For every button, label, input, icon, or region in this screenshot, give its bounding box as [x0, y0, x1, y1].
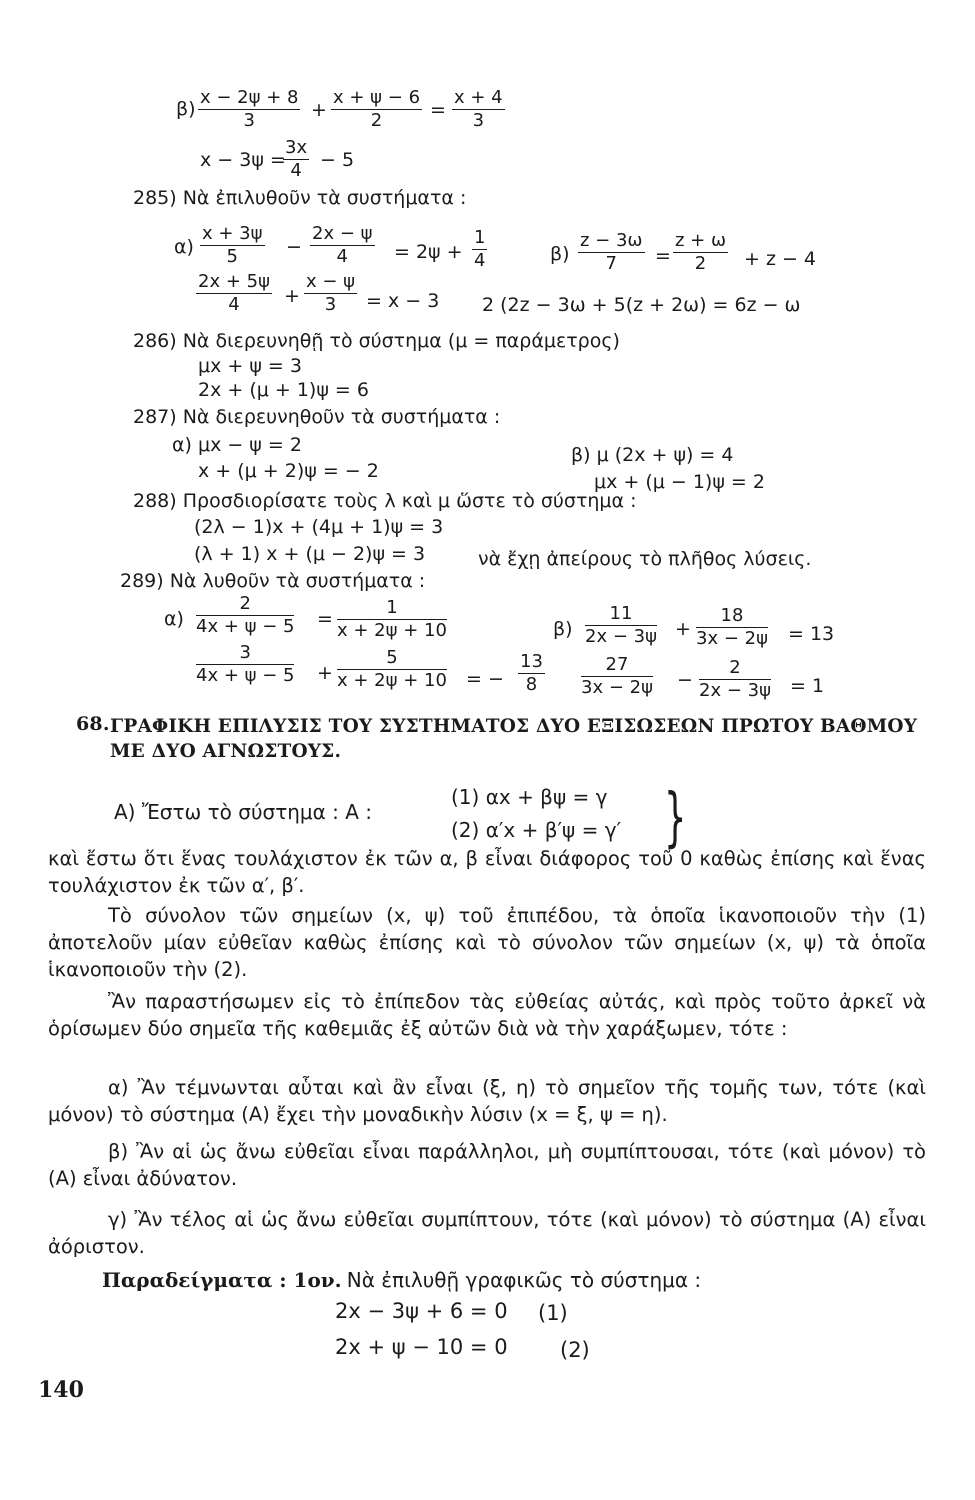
numerator: 3x	[285, 137, 308, 158]
examples-label: Παραδείγματα : 1ον.	[102, 1268, 342, 1292]
numerator: z + ω	[675, 230, 727, 251]
numerator: 5	[337, 648, 447, 670]
numerator: 1	[474, 227, 486, 248]
numerator: z − 3ω	[580, 230, 643, 251]
section-number: 68.	[76, 713, 110, 735]
exercise-title: 289) Νὰ λυθοῦν τὰ συστήματα :	[120, 570, 426, 592]
fraction	[198, 88, 300, 131]
examples-line	[102, 1268, 701, 1292]
system-intro: Α) Ἔστω τὸ σύστημα : Α :	[114, 800, 373, 824]
operator: −	[677, 669, 693, 691]
exercise-title: 285) Νὰ ἐπιλυθοῦν τὰ συστήματα :	[133, 187, 467, 209]
denominator: x + 2ψ + 10	[337, 670, 447, 691]
denominator: 7	[605, 253, 617, 274]
equation-text: α) μx − ψ = 2	[172, 434, 302, 456]
examples-text: Νὰ ἐπιλυθῇ γραφικῶς τὸ σύστημα :	[346, 1268, 702, 1292]
denominator: 2x − 3ψ	[585, 626, 657, 647]
equation-text: 2 (2z − 3ω + 5(z + 2ω) = 6z − ω	[482, 294, 801, 316]
numerator: x + ψ − 6	[333, 87, 421, 108]
equation-text: − 5	[320, 149, 355, 171]
numerator: 2	[196, 594, 294, 616]
fraction	[331, 88, 422, 131]
system-equation: (2) α′x + β′ψ = γ′	[451, 818, 622, 842]
operator: =	[430, 99, 446, 121]
label-beta: β)	[550, 243, 570, 265]
equation-text: = −	[466, 668, 504, 690]
equation-text: μx + (μ − 1)ψ = 2	[594, 471, 765, 493]
operator: +	[675, 618, 691, 640]
fraction	[581, 655, 653, 698]
denominator: 3x − 2ψ	[581, 677, 653, 698]
exercise-text: νὰ ἔχῃ ἀπείρους τὸ πλῆθος λύσεις.	[478, 548, 812, 570]
paragraph: καὶ ἔστω ὅτι ἕνας τουλάχιστον ἐκ τῶν α, β εἶναι διάφορος τοῦ 0 καθὼς ἐπίσης καὶ ἕνας τουλάχιστον ἐκ τῶν α′, β′.	[48, 847, 926, 897]
denominator: 5	[226, 246, 238, 267]
numerator: 13	[520, 651, 543, 672]
equation-text: + z − 4	[744, 248, 817, 270]
fraction	[196, 272, 272, 315]
numerator: 2x + 5ψ	[198, 271, 270, 292]
fraction	[304, 272, 357, 315]
denominator: 3	[243, 110, 255, 131]
exercise-title: 288) Προσδιορίσατε τοὺς λ καὶ μ ὥστε τὸ σύστημα :	[133, 490, 637, 512]
equation-text: μx + ψ = 3	[198, 355, 302, 377]
operator: +	[317, 662, 333, 684]
denominator: 4	[474, 250, 486, 271]
label-beta: β)	[176, 98, 196, 120]
numerator: x + 4	[454, 87, 503, 108]
equation-tag: (2)	[560, 1338, 590, 1362]
equation-text: = 13	[788, 623, 835, 645]
label-beta: β)	[553, 618, 573, 640]
system-equation: (1) αx + βψ = γ	[451, 785, 608, 809]
section-title: ΓΡΑΦΙΚΗ ΕΠΙΛΥΣΙΣ ΤΟΥ ΣΥΣΤΗΜΑΤΟΣ ΔΥΟ ΕΞΙΣΩΣΕΩΝ ΠΡΩΤΟΥ ΒΑΘΜΟΥ	[110, 716, 918, 737]
fraction	[310, 224, 375, 267]
paragraph: α) Ἂν τέμνωνται αὗται καὶ ἂν εἶναι (ξ, η) τὸ σημεῖον τῆς τομῆς των, τότε (καὶ μόνον) τὸ σύστημα (Α) ἔχει τὴν μοναδικὴν λύσιν (x = ξ, ψ = η).	[48, 1076, 926, 1126]
denominator: x + 2ψ + 10	[337, 620, 447, 641]
fraction	[518, 652, 545, 695]
fraction	[337, 598, 447, 641]
equation-text: β) μ (2x + ψ) = 4	[571, 444, 734, 466]
example-equation: 2x + ψ − 10 = 0	[335, 1335, 508, 1359]
equation-text: x + (μ + 2)ψ = − 2	[198, 460, 379, 482]
fraction	[337, 648, 447, 691]
operator: +	[284, 285, 300, 307]
operator: =	[317, 608, 333, 630]
fraction	[673, 231, 728, 274]
numerator: 3	[196, 643, 294, 665]
exercise-title: 286) Νὰ διερευνηθῇ τὸ σύστημα (μ = παράμετρος)	[133, 330, 620, 352]
fraction	[578, 231, 645, 274]
page-number: 140	[38, 1377, 84, 1403]
denominator: 2	[370, 110, 383, 131]
denominator: 4x + ψ − 5	[196, 665, 295, 686]
denominator: 3	[472, 110, 485, 131]
fraction	[696, 606, 768, 649]
denominator: 4x + ψ − 5	[196, 616, 295, 637]
fraction	[585, 604, 657, 647]
numerator: x − ψ	[306, 271, 356, 292]
fraction	[283, 138, 309, 181]
fraction	[200, 224, 265, 267]
fraction	[699, 658, 771, 701]
numerator: 1	[337, 598, 447, 620]
operator: −	[286, 236, 302, 258]
paragraph: Τὸ σύνολον τῶν σημείων (x, ψ) τοῦ ἐπιπέδου, τὰ ὁποῖα ἱκανοποιοῦν τὴν (1) ἀποτελοῦν μίαν εὐθεῖαν καθὼς ἐπίσης καὶ τὸ σύνολον τῶν σημείων (x, ψ) τὰ ὁποῖα ἱκανοποιοῦν τὴν (2).	[48, 904, 926, 981]
operator: +	[311, 99, 327, 121]
denominator: 2x − 3ψ	[699, 680, 771, 701]
denominator: 4	[290, 160, 302, 181]
numerator: 2	[699, 658, 771, 680]
denominator: 3	[324, 294, 337, 315]
numerator: 2x − ψ	[312, 223, 373, 244]
label-alpha: α)	[174, 236, 194, 258]
paragraph: γ) Ἂν τέλος αἱ ὡς ἄνω εὐθεῖαι συμπίπτουν, τότε (καὶ μόνον) τὸ σύστημα (Α) εἶναι ἀόριστον.	[48, 1208, 926, 1258]
numerator: 18	[696, 606, 768, 628]
numerator: 27	[581, 655, 653, 677]
numerator: x + 3ψ	[202, 223, 263, 244]
equation-text: (λ + 1) x + (μ − 2)ψ = 3	[194, 543, 426, 565]
equation-text: 2x + (μ + 1)ψ = 6	[198, 379, 369, 401]
denominator: 8	[525, 674, 538, 695]
label-alpha: α)	[164, 608, 184, 630]
equation-text: = 1	[790, 675, 825, 697]
equation-tag: (1)	[538, 1301, 568, 1325]
denominator: 3x − 2ψ	[696, 628, 768, 649]
fraction	[472, 228, 487, 271]
equation-text: (2λ − 1)x + (4μ + 1)ψ = 3	[194, 516, 444, 538]
paragraph: β) Ἂν αἱ ὡς ἄνω εὐθεῖαι εἶναι παράλληλοι, μὴ συμπίπτουσαι, τότε (καὶ μόνον) τὸ (Α) εἶναι ἀδύνατον.	[48, 1140, 926, 1190]
right-brace-icon: }	[664, 781, 687, 855]
fraction	[196, 594, 294, 637]
paragraph: Ἂν παραστήσωμεν εἰς τὸ ἐπίπεδον τὰς εὐθείας αὐτάς, καὶ πρὸς τοῦτο ἀρκεῖ νὰ ὁρίσωμεν δύο σημεῖα τῆς καθεμιᾶς ἐξ αὐτῶν διὰ νὰ τὴν χαράξωμεν, τότε :	[48, 990, 926, 1040]
equation-text: x − 3ψ =	[200, 149, 286, 171]
section-title: ΜΕ ΔΥΟ ΑΓΝΩΣΤΟΥΣ.	[110, 741, 342, 762]
denominator: 4	[228, 294, 240, 315]
denominator: 2	[694, 253, 707, 274]
exercise-title: 287) Νὰ διερευνηθοῦν τὰ συστήματα :	[133, 406, 501, 428]
numerator: x − 2ψ + 8	[200, 87, 299, 108]
operator: =	[655, 245, 671, 267]
example-equation: 2x − 3ψ + 6 = 0	[335, 1299, 508, 1323]
fraction	[452, 88, 505, 131]
denominator: 4	[336, 246, 348, 267]
equation-text: = 2ψ +	[394, 241, 463, 263]
numerator: 11	[585, 604, 657, 626]
fraction	[196, 643, 294, 686]
equation-text: = x − 3	[366, 290, 440, 312]
